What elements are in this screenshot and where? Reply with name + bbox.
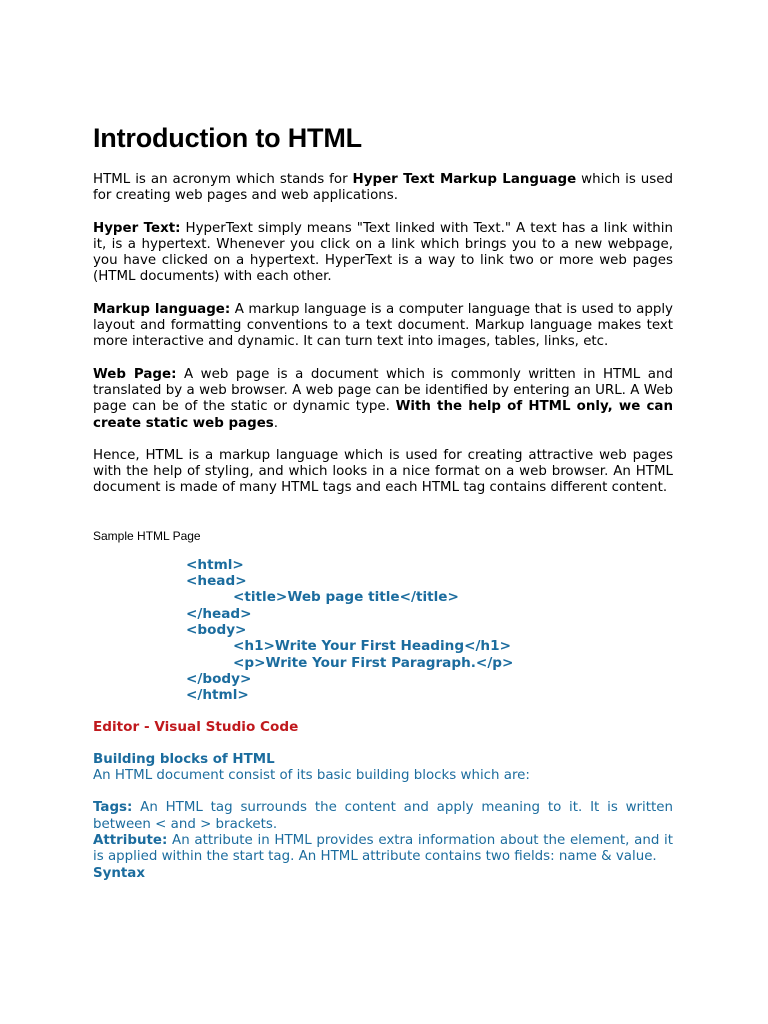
webpage-label: Web Page: [93, 366, 177, 382]
hypertext-label: Hyper Text: [93, 220, 181, 236]
document-page [93, 120, 673, 882]
webpage-text: A web page is a document which is commonly written in HTML and translated by a web browser. A web page can be identified by entering an URL. A Web page can be of the static or dynamic type. [93, 366, 673, 415]
code-sample [93, 557, 673, 704]
sample-label: Sample HTML Page [93, 528, 201, 543]
code-line: <h1>Write Your First Heading</h1> [233, 638, 511, 655]
syntax-heading [93, 866, 673, 882]
building-text: An HTML document consist of its basic building blocks which are: [93, 768, 530, 784]
building-blocks-section [93, 752, 673, 882]
intro-bold-term: Hyper Text Markup Language [352, 172, 577, 187]
code-line: </html> [186, 687, 249, 704]
intro-text-start: HTML is an acronym which stands for [93, 172, 353, 187]
intro-paragraph [93, 172, 673, 205]
markup-text: A markup language is a computer language that is used to apply layout and formatting conventions to a text document. Markup language makes text more interactive and dynamic. It can turn text into images, tables, links, etc. [93, 301, 673, 350]
code-line: <p>Write Your First Paragraph.</p> [233, 654, 514, 671]
markup-paragraph [93, 302, 673, 351]
tags-paragraph [93, 800, 673, 833]
spacer [93, 784, 673, 800]
page-title: Introduction to HTML [93, 123, 362, 153]
syntax-label: Syntax [93, 865, 145, 881]
editor-heading: Editor - Visual Studio Code [93, 719, 299, 736]
hypertext-paragraph [93, 221, 673, 286]
hypertext-text: HyperText simply means "Text linked with Text." A text has a link within it, is a hypertext. Whenever you click on a link which brings you to a new webpage, you have clicked on a hypertext. HyperText is a way to link two or more web pages (HTML documents) with each other. [93, 220, 673, 285]
webpage-end: . [273, 415, 279, 431]
intro-text-end: which is used for creating web pages and web applications. [93, 172, 673, 204]
webpage-paragraph [93, 367, 673, 432]
building-heading-text: Building blocks of HTML [93, 751, 275, 767]
attribute-text: An attribute in HTML provides extra information about the element, and it is applied within the start tag. An HTML attribute contains two fields: name & value. [93, 832, 673, 865]
code-line: </head> [186, 605, 252, 622]
code-line: </body> [186, 670, 252, 687]
tags-label: Tags: [93, 800, 133, 816]
attribute-paragraph [93, 833, 673, 866]
attribute-label: Attribute: [93, 832, 168, 848]
building-heading [93, 752, 673, 768]
hence-paragraph: Hence, HTML is a markup language which is used for creating attractive web pages with the help of styling, and which looks in a nice format on a web browser. An HTML document is made of many HTML tags and each HTML tag contains different content. [93, 447, 673, 496]
code-line: <body> [186, 621, 247, 638]
code-line: <title>Web page title</title> [233, 589, 459, 606]
tags-text: An HTML tag surrounds the content and apply meaning to it. It is written between < and > brackets. [93, 800, 673, 832]
webpage-bold-statement: With the help of HTML only, we can create static web pages [93, 399, 673, 431]
code-line: <html> [186, 556, 244, 573]
code-line: <head> [186, 573, 247, 590]
markup-label: Markup language: [93, 301, 231, 317]
